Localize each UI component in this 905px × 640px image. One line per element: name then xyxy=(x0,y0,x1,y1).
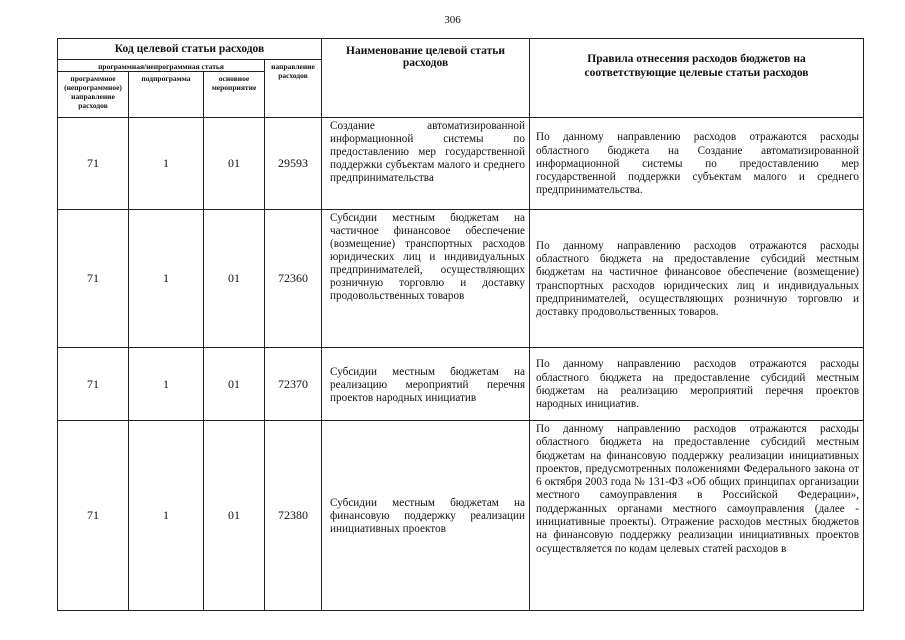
table-row xyxy=(58,118,864,210)
program-code: 71 xyxy=(58,421,129,611)
header-main-event: основное мероприятие xyxy=(204,72,265,118)
page-number: 306 xyxy=(444,14,461,26)
direction-code: 29593 xyxy=(265,118,322,210)
header-name: Наименование целевой статьи расходов xyxy=(322,39,530,118)
program-code: 71 xyxy=(58,118,129,210)
direction-code: 72370 xyxy=(265,348,322,421)
main-event-code: 01 xyxy=(204,118,265,210)
subprogram-code: 1 xyxy=(129,421,204,611)
subprogram-code: 1 xyxy=(129,118,204,210)
article-name: Субсидии местным бюджетам на реализацию мероприятий перечня проектов народных инициатив xyxy=(322,348,530,421)
subprogram-code: 1 xyxy=(129,348,204,421)
article-name: Создание автоматизированной информационной системы по предоставлению мер государственной поддержки субъектам малого и среднего предпринимательства xyxy=(322,118,530,210)
article-rule: По данному направлению расходов отражаются расходы областного бюджета на предоставление субсидий местным бюджетам на реализацию мероприятий перечня проектов народных инициатив. xyxy=(530,348,864,421)
direction-code: 72380 xyxy=(265,421,322,611)
header-rules: Правила отнесения расходов бюджетов на соответствующие целевые статьи расходов xyxy=(530,39,864,118)
program-code: 71 xyxy=(58,348,129,421)
main-event-code: 01 xyxy=(204,348,265,421)
header-code-group: Код целевой статьи расходов xyxy=(58,39,322,60)
budget-codes-table xyxy=(57,38,864,611)
header-subprogram: подпрограмма xyxy=(129,72,204,118)
article-rule: По данному направлению расходов отражаются расходы областного бюджета на Создание автоматизированной информационной системы по предоставлению мер государственной поддержки субъектам малого и среднего предпринимательства. xyxy=(530,118,864,210)
article-name: Субсидии местным бюджетам на частичное финансовое обеспечение (возмещение) транспортных расходов юридических лиц и индивидуальных предпринимателей, осуществляющих розничную торговлю и доставку продовольственных товаров xyxy=(322,210,530,348)
table-row xyxy=(58,348,864,421)
table-row xyxy=(58,421,864,611)
header-program: программное (непрограммное) направление расходов xyxy=(58,72,129,118)
main-event-code: 01 xyxy=(204,421,265,611)
header-direction: направление расходов xyxy=(265,60,322,118)
table-row xyxy=(58,210,864,348)
article-rule: По данному направлению расходов отражаются расходы областного бюджета на предоставление субсидий местным бюджетам на финансовую поддержку реализации инициативных проектов, предусмотренных положениями Федерального закона от 6 октября 2003 года № 131-ФЗ «Об общих принципах организации местного самоуправления в Российской Федерации», поддержанных органами местного самоуправления (далее - инициативные проекты). Отражение расходов местных бюджетов на финансовую поддержку реализации инициативных проектов осуществляется по кодам целевых статей расходов в xyxy=(530,421,864,611)
main-event-code: 01 xyxy=(204,210,265,348)
program-code: 71 xyxy=(58,210,129,348)
direction-code: 72360 xyxy=(265,210,322,348)
article-rule: По данному направлению расходов отражаются расходы областного бюджета на предоставление субсидий местным бюджетам на частичное финансовое обеспечение (возмещение) транспортных расходов юридических лиц и индивидуальных предпринимателей, осуществляющих розничную торговлю и доставку продовольственных товаров. xyxy=(530,210,864,348)
subprogram-code: 1 xyxy=(129,210,204,348)
article-name: Субсидии местным бюджетам на финансовую поддержку реализации инициативных проектов xyxy=(322,421,530,611)
header-prog-group: программная/непрограммная статья xyxy=(58,60,265,72)
